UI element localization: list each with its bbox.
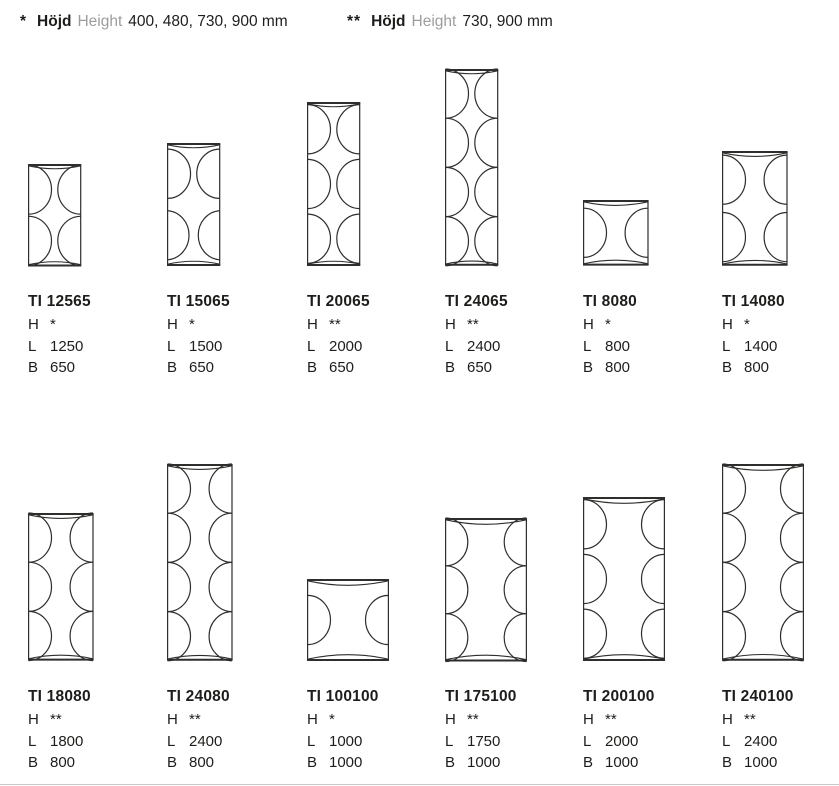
dim-height-label: H (445, 316, 456, 333)
dim-height-value: ** (605, 711, 617, 728)
dim-width-label: B (445, 359, 456, 376)
product-specs (28, 292, 167, 379)
product-cell (28, 69, 167, 379)
table-top-view-drawing (307, 69, 446, 266)
product-model-name: TI 24065 (445, 293, 508, 310)
dim-height-value: ** (189, 711, 201, 728)
dim-width-value: 800 (744, 359, 770, 376)
footnote-label-swedish: Höjd (37, 13, 72, 30)
dim-width-line (307, 752, 446, 774)
table-top-view-drawing (28, 464, 167, 661)
dim-width-value: 1000 (329, 754, 363, 771)
dim-length-value: 2400 (467, 337, 501, 355)
product-specs (445, 292, 584, 379)
dim-width-value: 650 (189, 359, 215, 376)
product-specs (722, 687, 839, 774)
table-outline-svg (28, 513, 94, 661)
dim-length-value: 1500 (189, 337, 223, 355)
table-top-view-drawing (28, 69, 167, 266)
dim-length-line (583, 731, 722, 753)
dim-length-label: L (307, 732, 316, 750)
dim-height-value: * (605, 316, 611, 333)
dim-width-line (583, 752, 722, 774)
dim-width-value: 800 (605, 359, 631, 376)
dim-height-value: ** (329, 316, 341, 333)
dim-width-value: 650 (50, 359, 76, 376)
dim-width-label: B (167, 754, 178, 771)
product-model-name: TI 18080 (28, 688, 91, 705)
dim-width-label: B (722, 359, 733, 376)
footnote-double-star (347, 12, 553, 31)
dim-height-value: * (50, 316, 56, 333)
dim-width-line (722, 357, 839, 379)
product-cell (28, 464, 167, 774)
dim-width-value: 650 (329, 359, 355, 376)
dim-height-label: H (445, 711, 456, 728)
dim-length-label: L (167, 337, 176, 355)
dim-length-value: 2000 (605, 732, 639, 750)
dim-width-label: B (722, 754, 733, 771)
table-top-view-drawing (445, 464, 584, 661)
dim-height-value: ** (50, 711, 62, 728)
table-outline-svg (28, 164, 81, 267)
dim-length-value: 2400 (189, 732, 223, 750)
product-model-name: TI 240100 (722, 688, 794, 705)
dim-height-value: ** (467, 711, 479, 728)
table-outline-svg (722, 151, 788, 266)
dim-height-label: H (307, 316, 318, 333)
product-model-name: TI 175100 (445, 688, 517, 705)
dim-length-value: 2000 (329, 337, 363, 355)
footnote-label-english: Height (411, 13, 457, 30)
table-top-view-drawing (722, 69, 839, 266)
dim-length-value: 2400 (744, 732, 778, 750)
footnote-label-swedish: Höjd (371, 13, 406, 30)
footnote-height-values: 730, 900 mm (462, 13, 553, 30)
product-specs (307, 292, 446, 379)
dim-length-line (722, 336, 839, 358)
product-model-name: TI 200100 (583, 688, 655, 705)
product-cell (722, 464, 839, 774)
dim-height-line (28, 709, 167, 731)
table-top-view-drawing (722, 464, 839, 661)
dim-height-line (722, 709, 839, 731)
table-outline-svg (167, 143, 220, 266)
product-model-name: TI 15065 (167, 293, 230, 310)
dim-width-value: 650 (467, 359, 493, 376)
dim-width-line (583, 357, 722, 379)
dim-width-line (28, 752, 167, 774)
dim-length-label: L (722, 337, 731, 355)
dim-height-line (167, 314, 306, 336)
dim-length-label: L (583, 337, 592, 355)
dim-height-line (167, 709, 306, 731)
product-model-name: TI 20065 (307, 293, 370, 310)
product-specs (583, 687, 722, 774)
dim-length-line (28, 336, 167, 358)
dim-height-label: H (583, 711, 594, 728)
dim-width-label: B (307, 754, 318, 771)
product-specs (28, 687, 167, 774)
product-cell (167, 69, 306, 379)
dim-height-value: * (744, 316, 750, 333)
product-cell (722, 69, 839, 379)
dim-width-line (445, 752, 584, 774)
dim-height-line (307, 314, 446, 336)
dim-height-value: ** (744, 711, 756, 728)
dim-width-line (167, 752, 306, 774)
table-outline-svg (445, 518, 527, 662)
dim-length-label: L (28, 337, 37, 355)
dim-height-label: H (167, 316, 178, 333)
dim-width-label: B (28, 754, 39, 771)
dim-length-line (167, 731, 306, 753)
dim-length-value: 1000 (329, 732, 363, 750)
table-top-view-drawing (445, 69, 584, 266)
table-outline-svg (583, 200, 649, 266)
dim-width-line (722, 752, 839, 774)
dim-length-label: L (445, 732, 454, 750)
footnote-single-star (20, 12, 288, 31)
table-outline-svg (722, 464, 804, 661)
dim-height-label: H (28, 711, 39, 728)
footnote-label-english: Height (77, 13, 123, 30)
product-model-name: TI 12565 (28, 293, 91, 310)
dim-width-label: B (28, 359, 39, 376)
dim-length-line (445, 731, 584, 753)
product-specs (167, 292, 306, 379)
dim-length-value: 800 (605, 337, 631, 355)
dim-length-line (167, 336, 306, 358)
dim-width-label: B (445, 754, 456, 771)
dim-length-line (445, 336, 584, 358)
dim-width-value: 800 (50, 754, 76, 771)
dim-width-line (167, 357, 306, 379)
dim-width-line (307, 357, 446, 379)
dim-length-line (583, 336, 722, 358)
dim-width-value: 800 (189, 754, 215, 771)
dim-width-label: B (583, 754, 594, 771)
table-outline-svg (167, 464, 233, 661)
product-cell (445, 464, 584, 774)
dim-height-line (583, 709, 722, 731)
table-outline-svg (307, 579, 389, 661)
table-top-view-drawing (583, 69, 722, 266)
dim-length-label: L (583, 732, 592, 750)
dim-length-label: L (167, 732, 176, 750)
dim-height-line (722, 314, 839, 336)
product-cell (583, 464, 722, 774)
table-top-view-drawing (583, 464, 722, 661)
dim-height-value: ** (467, 316, 479, 333)
dim-height-line (583, 314, 722, 336)
footnote-height-values: 400, 480, 730, 900 mm (128, 13, 288, 30)
dim-height-label: H (583, 316, 594, 333)
dim-width-line (445, 357, 584, 379)
table-outline-svg (445, 69, 498, 266)
dim-length-value: 1250 (50, 337, 84, 355)
dim-length-label: L (722, 732, 731, 750)
dim-height-label: H (167, 711, 178, 728)
dim-length-label: L (445, 337, 454, 355)
table-outline-svg (307, 102, 360, 266)
dim-width-label: B (583, 359, 594, 376)
dim-length-line (722, 731, 839, 753)
dim-height-label: H (28, 316, 39, 333)
dim-length-value: 1400 (744, 337, 778, 355)
dim-length-line (307, 731, 446, 753)
dim-height-label: H (722, 316, 733, 333)
table-top-view-drawing (167, 69, 306, 266)
product-cell (167, 464, 306, 774)
asterisk-symbol: * (20, 13, 28, 30)
product-cell (307, 69, 446, 379)
dim-height-line (445, 314, 584, 336)
page-bottom-rule (0, 784, 839, 785)
dim-height-line (445, 709, 584, 731)
dim-width-value: 1000 (605, 754, 639, 771)
dim-height-label: H (307, 711, 318, 728)
dim-length-label: L (307, 337, 316, 355)
dim-width-label: B (307, 359, 318, 376)
product-cell (583, 69, 722, 379)
dim-width-value: 1000 (467, 754, 501, 771)
product-model-name: TI 100100 (307, 688, 379, 705)
product-cell (445, 69, 584, 379)
table-outline-svg (583, 497, 665, 661)
dim-length-line (28, 731, 167, 753)
dim-length-value: 1800 (50, 732, 84, 750)
dim-height-label: H (722, 711, 733, 728)
table-top-view-drawing (167, 464, 306, 661)
dim-width-label: B (167, 359, 178, 376)
product-specs (445, 687, 584, 774)
product-model-name: TI 8080 (583, 293, 637, 310)
product-model-name: TI 14080 (722, 293, 785, 310)
dim-length-value: 1750 (467, 732, 501, 750)
dim-height-value: * (189, 316, 195, 333)
dim-height-value: * (329, 711, 335, 728)
dim-length-label: L (28, 732, 37, 750)
product-specs (167, 687, 306, 774)
dim-length-line (307, 336, 446, 358)
product-specs (307, 687, 446, 774)
dim-width-line (28, 357, 167, 379)
product-cell (307, 464, 446, 774)
dim-height-line (307, 709, 446, 731)
dim-width-value: 1000 (744, 754, 778, 771)
double-asterisk-symbol: ** (347, 13, 362, 30)
product-specs (722, 292, 839, 379)
table-top-view-drawing (307, 464, 446, 661)
product-model-name: TI 24080 (167, 688, 230, 705)
dim-height-line (28, 314, 167, 336)
product-specs (583, 292, 722, 379)
